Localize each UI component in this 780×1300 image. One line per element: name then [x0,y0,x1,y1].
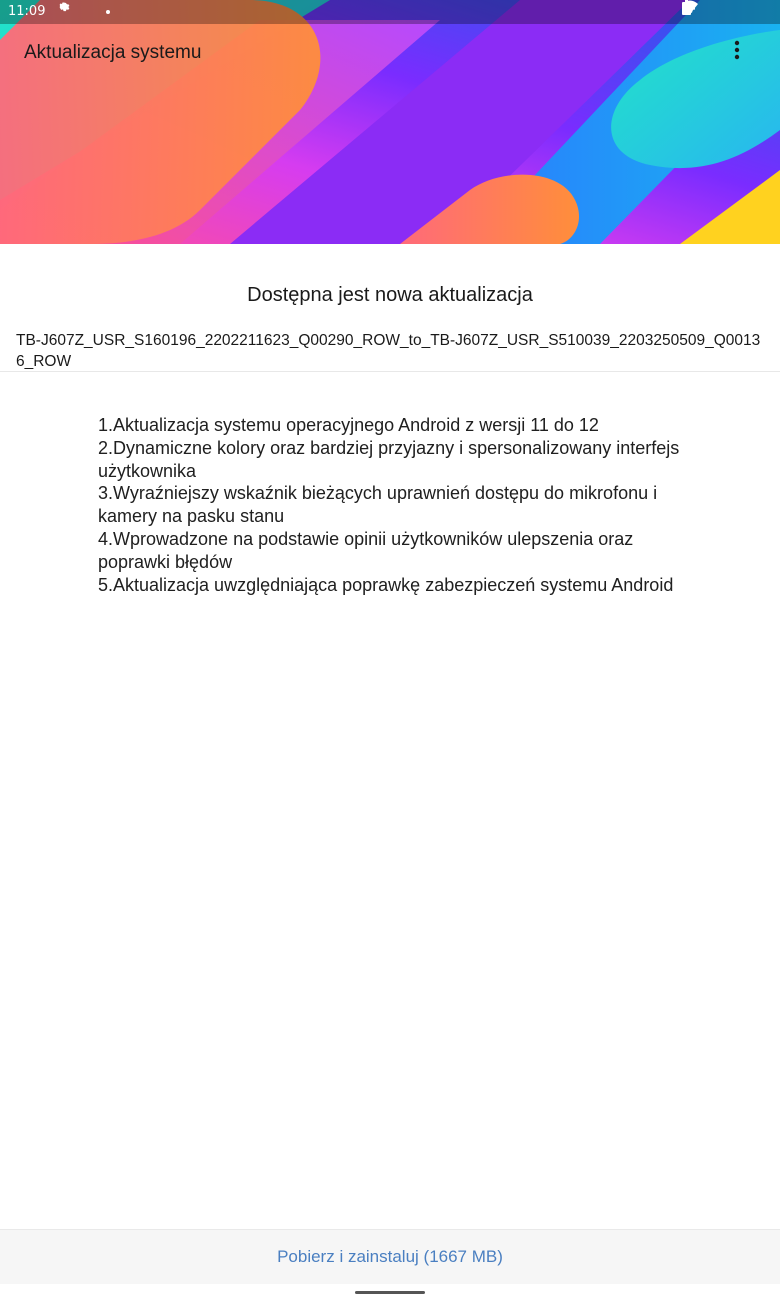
more-vert-icon [734,40,740,60]
release-note-item: 2.Dynamiczne kolory oraz bardziej przyjazny i spersonalizowany interfejs użytkownika [98,437,680,481]
footer-bar [0,1229,780,1284]
release-note-item: 5.Aktualizacja uwzględniająca poprawkę zabezpieczeń systemu Android [98,574,674,595]
status-time: 11:09 [8,4,46,19]
package-name: TB-J607Z_USR_S160196_2202211623_Q00290_ROW_to_TB-J607Z_USR_S510039_2203250509_Q00136_ROW [16,332,761,370]
update-heading: Dostępna jest nowa aktualizacja [247,284,533,306]
wifi-icon [730,5,744,19]
release-note-item: 1.Aktualizacja systemu operacyjnego Android z wersji 11 do 12 [98,415,599,435]
vibrate-icon [706,5,720,19]
header-banner [0,0,780,244]
gesture-nav-handle[interactable] [355,1291,425,1294]
status-left-icons [56,0,110,24]
status-bar [0,0,780,24]
divider [0,371,780,372]
release-notes [98,414,688,596]
gear-icon [78,5,92,19]
overflow-menu-button[interactable] [734,40,762,68]
release-note-item: 4.Wprowadzone na podstawie opinii użytkowników ulepszenia oraz poprawki błędów [98,528,634,572]
battery-icon [754,5,768,19]
release-note-item: 3.Wyraźniejszy wskaźnik bieżących uprawnień dostępu do mikrofonu i kamery na pasku stanu [98,483,658,527]
download-install-button[interactable]: Pobierz i zainstaluj (1667 MB) [277,1247,503,1266]
status-right-icons [682,0,768,24]
notification-dot [106,10,110,14]
page-title: Aktualizacja systemu [24,42,202,63]
banner-artwork [0,0,780,244]
